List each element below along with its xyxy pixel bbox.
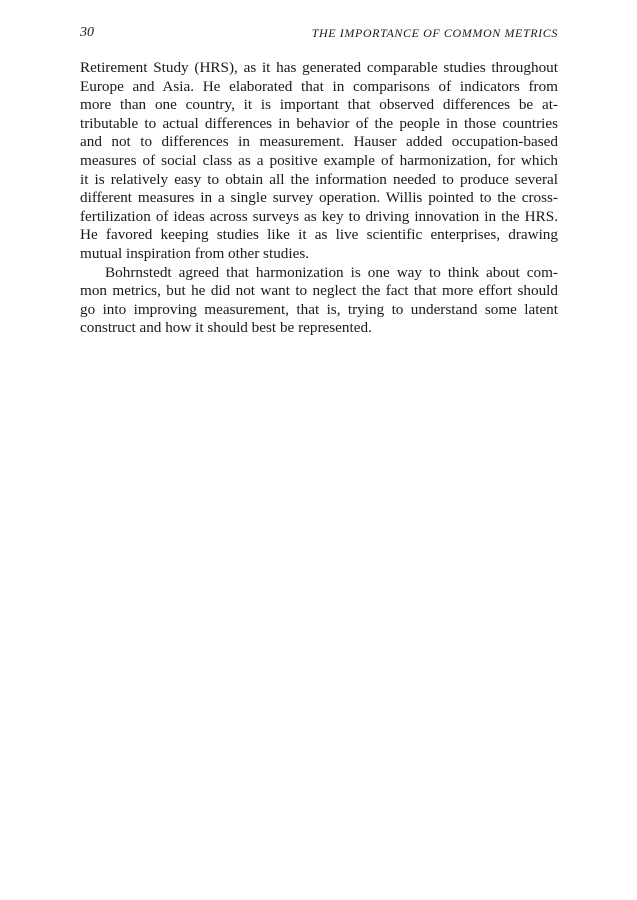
running-title: THE IMPORTANCE OF COMMON METRICS	[311, 26, 558, 40]
text-line: mutual inspiration from other studies.	[80, 244, 310, 262]
text-line: He favored keeping studies like it as live scientific enterprises, drawing	[80, 226, 558, 244]
running-head	[80, 24, 558, 42]
text-line: Bohrnstedt agreed that harmonization is one way to think about com-	[105, 263, 558, 281]
body-text	[80, 59, 558, 338]
text-line: and not to differences in measurement. Hauser added occupation-based	[80, 133, 558, 151]
text-line: it is relatively easy to obtain all the information needed to produce several	[80, 170, 558, 188]
text-line: mon metrics, but he did not want to neglect the fact that more effort should	[80, 282, 558, 300]
text-line: more than one country, it is important that observed differences be at-	[80, 96, 558, 114]
text-line: fertilization of ideas across surveys as key to driving innovation in the HRS.	[80, 207, 558, 225]
text-line: go into improving measurement, that is, trying to understand some latent	[80, 300, 558, 318]
paragraph-2	[80, 264, 558, 338]
text-line: Retirement Study (HRS), as it has generated comparable studies throughout	[80, 59, 558, 76]
text-line: construct and how it should best be represented.	[80, 319, 372, 337]
text-line: measures of social class as a positive example of harmonization, for which	[80, 151, 558, 169]
page-number: 30	[80, 25, 94, 40]
text-line: different measures in a single survey operation. Willis pointed to the cross-	[80, 189, 558, 207]
paragraph-1	[80, 59, 558, 264]
text-line: tributable to actual differences in behavior of the people in those countries	[80, 114, 558, 132]
text-line: Europe and Asia. He elaborated that in comparisons of indicators from	[80, 77, 558, 95]
